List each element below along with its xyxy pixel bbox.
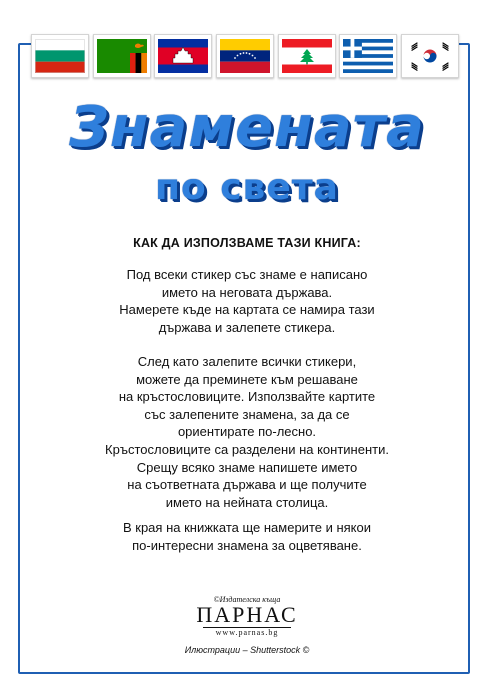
text-line: ориентирате по-лесно. [177,424,317,440]
text-line: името на неговата държава. [161,284,333,300]
text-line: държава и залепете стикера. [158,319,336,335]
cambodia-flag-icon [154,34,212,78]
instructions-paragraph-2 [60,353,434,511]
instructions-paragraph-1 [60,266,434,336]
zambia-flag-icon [93,34,151,78]
text-line: на кръстословиците. Използвайте картите [118,389,376,405]
bulgaria-flag-icon [31,34,89,78]
publisher-url: www.parnas.bg [215,628,279,637]
publisher-name: ПАРНАС [196,602,298,627]
text-line: на съответната държава и ще получите [127,477,367,493]
title-line-2: по света [155,167,339,208]
text-line: името на нейната столица. [165,494,329,510]
text-line: по-интересни знамена за оцветяване. [132,537,362,553]
publisher-logo [0,595,494,637]
greece-flag-icon [339,34,397,78]
venezuela-flag-icon [216,34,274,78]
illustration-credits: Илюстрации – Shutterstock © [184,645,310,655]
instructions-paragraph-3 [60,519,434,554]
text-line: със залепените знамена, за да се [144,406,350,422]
lebanon-flag-icon [278,34,336,78]
text-line: След като залепите всички стикери, [137,354,357,369]
flag-strip [31,33,459,79]
text-line: можете да преминете към решаване [136,371,358,387]
publisher-label: ©Издателска къща [213,595,281,604]
text-line: Намерете къде на картата се намира тази [119,302,375,318]
text-line: В края на книжката ще намерите и някои [122,520,372,535]
instructions-heading: КАК ДА ИЗПОЛЗВАМЕ ТАЗИ КНИГА: [133,236,361,250]
text-line: Кръстословиците са разделени на континенти. [105,441,389,457]
text-line: Срещу всяко знаме напишете името [136,459,358,475]
title-line-1: Знамената [69,95,425,160]
text-line: Под всеки стикер със знаме е написано [126,267,368,282]
south-korea-flag-icon [401,34,459,78]
